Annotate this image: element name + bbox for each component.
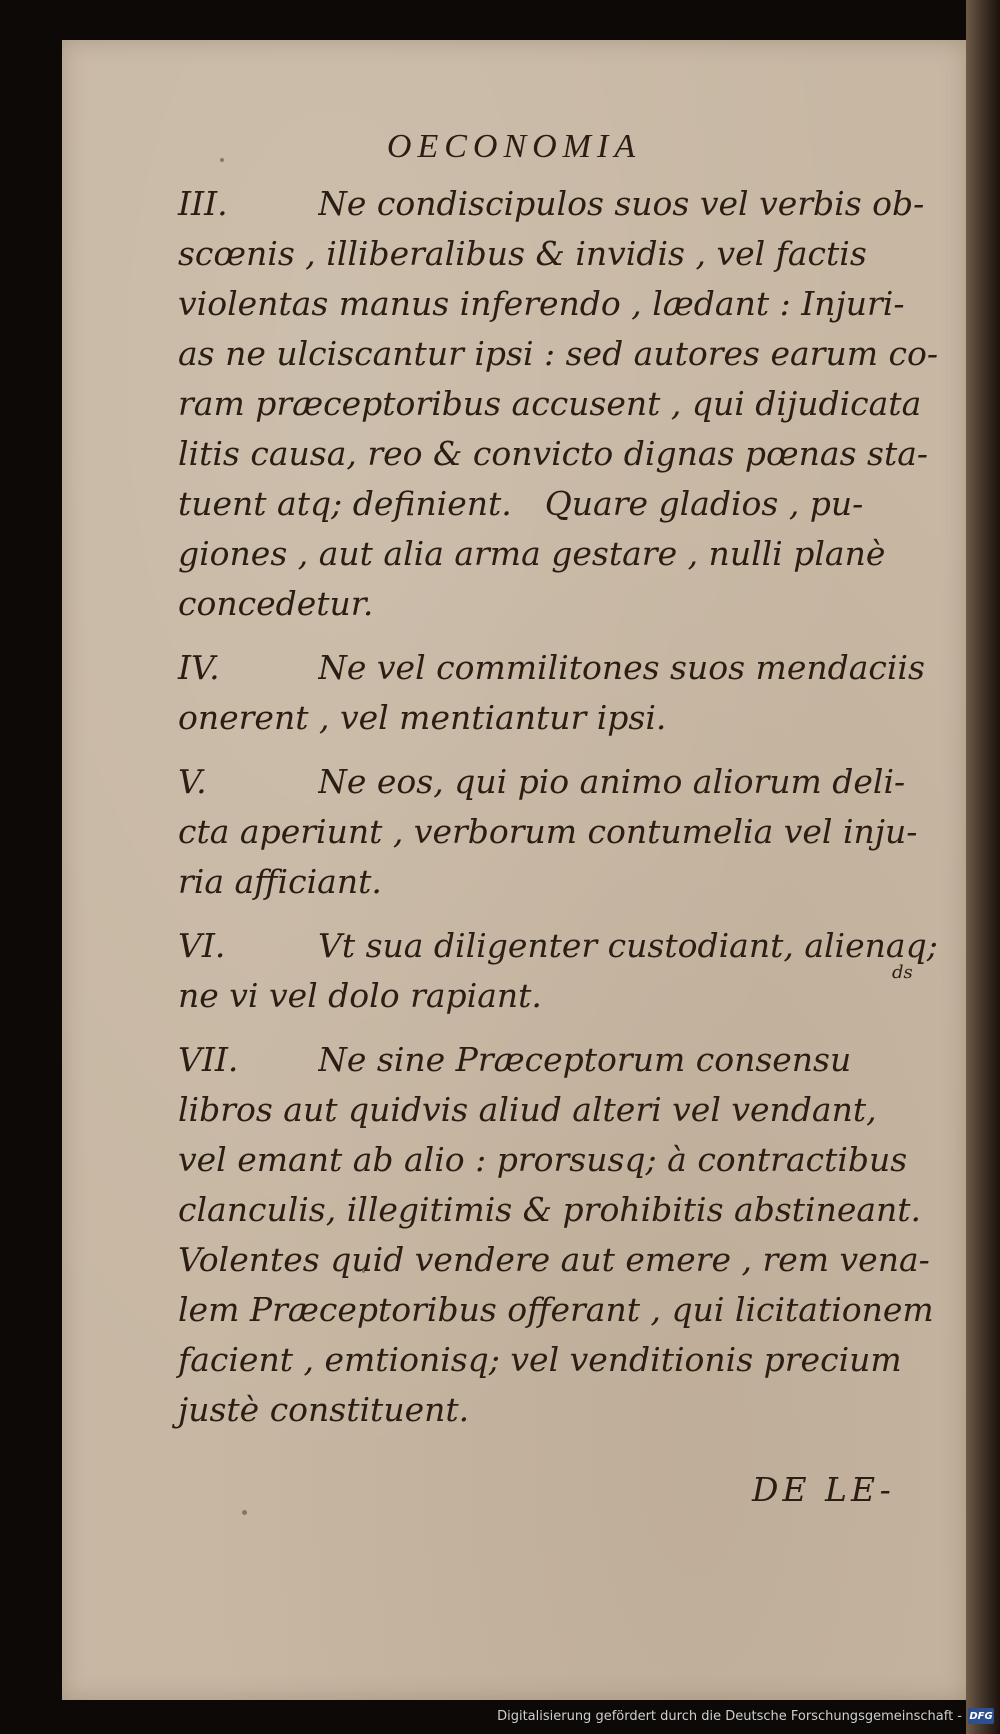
book-page (62, 40, 966, 1700)
text-line: libros aut quidvis aliud alteri vel vendant, (178, 1090, 877, 1129)
footer-credit: Digitalisierung gefördert durch die Deutsche Forschungsgemeinschaft - (497, 1708, 962, 1724)
rule-number: III. (178, 184, 228, 223)
text-line: clanculis, illegitimis & prohibitis abstineant. (178, 1190, 922, 1229)
text-line: cta aperiunt , verborum contumelia vel inju- (178, 812, 918, 851)
text-line: scœnis , illiberalibus & invidis , vel factis (178, 234, 867, 273)
book-spine-edge (966, 0, 1000, 1734)
text-line: ria afficiant. (178, 862, 382, 901)
paper-speck (682, 510, 685, 513)
line-text: Ne eos, qui pio animo aliorum deli- (318, 762, 906, 801)
marginal-note: ds (892, 962, 913, 983)
text-line: giones , aut alia arma gestare , nulli planè (178, 534, 886, 573)
rule-number: VII. (178, 1040, 239, 1079)
text-line: litis causa, reo & convicto dignas pœnas sta- (178, 434, 929, 473)
running-head: OECONOMIA (386, 128, 642, 165)
line-text: Vt sua diligenter custodiant, alienaq; (318, 926, 938, 965)
text-line: justè constituent. (178, 1390, 470, 1429)
rule-number: IV. (178, 648, 220, 687)
line-text: Ne condiscipulos suos vel verbis ob- (318, 184, 925, 223)
text-line: onerent , vel mentiantur ipsi. (178, 698, 667, 737)
dfg-logo: DFG (968, 1708, 994, 1724)
text-line (178, 1036, 988, 1084)
text-line: ram præceptoribus accusent , qui dijudicata (178, 384, 922, 423)
text-line (178, 922, 988, 970)
text-line: violentas manus inferendo , lædant : Injuri- (178, 284, 905, 323)
text-line: facient , emtionisq; vel venditionis precium (178, 1340, 902, 1379)
digitization-footer (497, 1704, 994, 1728)
line-text: Ne vel commilitones suos mendaciis (318, 648, 925, 687)
text-line: concedetur. (178, 584, 374, 623)
text-line (178, 180, 988, 228)
paper-speck (362, 1270, 365, 1273)
line-text: Ne sine Præceptorum consensu (318, 1040, 852, 1079)
text-line: Volentes quid vendere aut emere , rem vena- (178, 1240, 930, 1279)
text-line: vel emant ab alio : prorsusq; à contractibus (178, 1140, 908, 1179)
text-line: as ne ulciscantur ipsi : sed autores earum co- (178, 334, 938, 373)
paper-speck (242, 1510, 247, 1515)
rule-number: V. (178, 762, 207, 801)
text-line: tuent atq; definient. Quare gladios , pu- (178, 484, 864, 523)
text-line: ne vi vel dolo rapiant. (178, 976, 542, 1015)
rule-number: VI. (178, 926, 226, 965)
text-line: lem Præceptoribus offerant , qui licitationem (178, 1290, 934, 1329)
paper-speck (220, 158, 224, 162)
catchword: DE LE- (752, 1470, 895, 1509)
text-line (178, 758, 988, 806)
text-line (178, 644, 988, 692)
